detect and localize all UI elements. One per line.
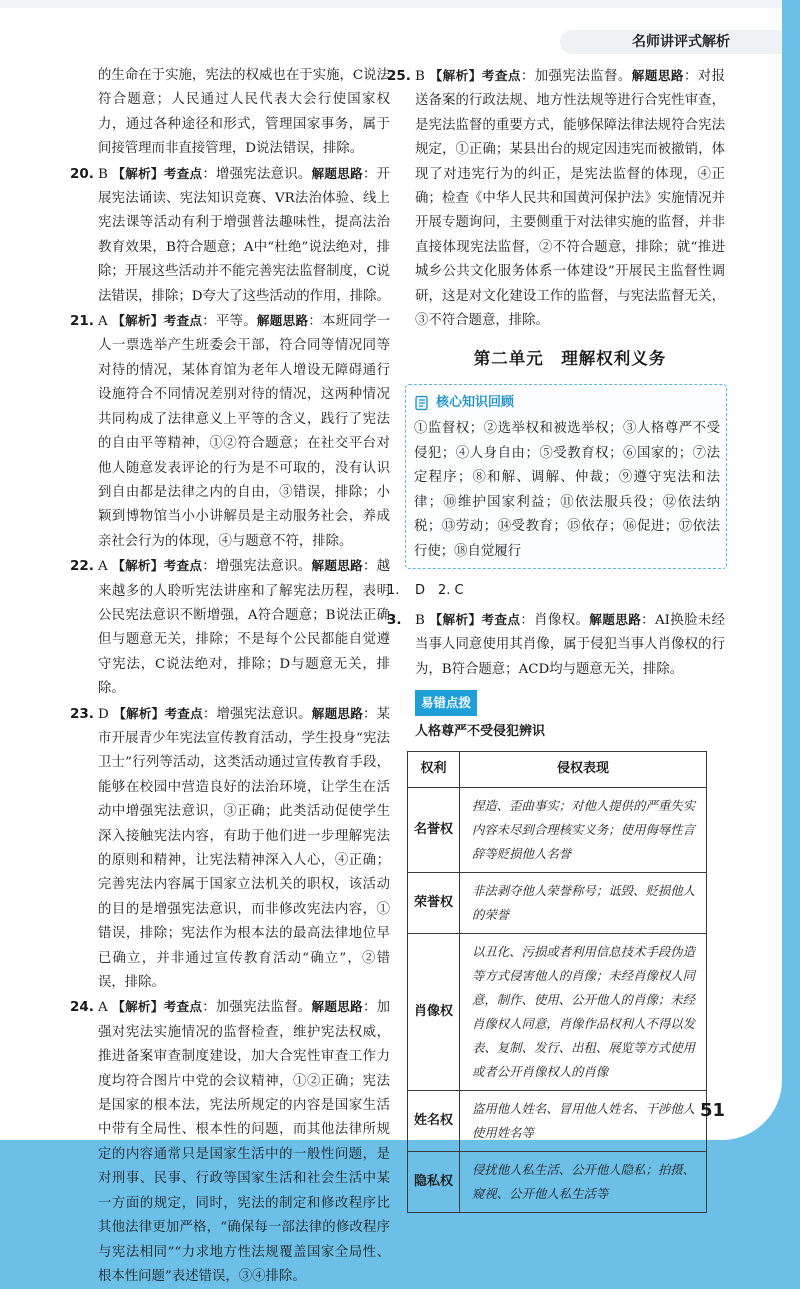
header-title: 名师讲评式解析 <box>560 30 782 54</box>
core-knowledge-header <box>414 391 720 415</box>
solution-text: ：对报送备案的行政法规、地方性法规等进行合宪性审查，是宪法监督的重要方式，能够保障法律法规符合宪法规定，①正确；某县出台的规定因违宪而被撤销，体现了对违宪行为的纠正，是宪法监督的体现，④正确；检查《中华人民共和国黄河保护法》实施情况并开展专题询问，主要侧重于对法律实施的监督，并非直接体现宪法监督，②不符合题意，排除；就“推进城乡公共文化服务体系一体建设”开展民主监督性调研，这是对文化建设工作的监督，与宪法监督无关，③不符合题意，排除。 <box>415 69 726 329</box>
exam-point: ：增强宪法意识。 <box>202 706 312 722</box>
rights-table <box>407 751 707 1213</box>
table-row <box>408 872 707 933</box>
question-23 <box>70 702 391 996</box>
error-tip-title: 人格尊严不受侵犯辨识 <box>415 724 546 740</box>
core-knowledge-text: ①监督权；②选举权和被选举权；③人格尊严不受侵犯；④人身自由；⑤受教育权；⑥国家的；⑦法定程序；⑧和解、调解、仲裁；⑨遵守宪法和法律；⑩维护国家利益；⑪依法服兵役；⑫依法纳税；⑬劳动；⑭受教育；⑮依存；⑯促进；⑰依法行使；⑱自觉履行 <box>414 421 720 559</box>
header-strip <box>0 0 782 8</box>
question-number: 21. <box>70 313 94 330</box>
solution-text: ：AI换脸未经当事人同意使用其肖像，属于侵犯当事人肖像权的行为，B符合题意；ACD均与题意无关，排除。 <box>415 612 726 677</box>
question-22 <box>70 554 391 701</box>
right-desc: 盗用他人姓名、冒用他人姓名、干涉他人使用姓名等 <box>460 1090 707 1151</box>
answer: A <box>98 314 108 330</box>
solution-text: ：开展宪法诵读、宪法知识竞赛、VR法治体验、线上宪法课等活动有利于增强普法趣味性，提高法治教育效果，B符合题意；A中“杜绝”说法绝对，排除；开展这些活动并不能完善宪法监督制度，C说法错误，排除；D夸大了这些活动的作用，排除。 <box>98 166 391 304</box>
solution-label: 解题思路 <box>311 165 363 181</box>
right-desc: 非法剥夺他人荣誉称号；诋毁、贬损他人的荣誉 <box>460 872 707 933</box>
right-name: 肖像权 <box>408 933 460 1090</box>
exam-point: ：肖像权。 <box>520 612 590 628</box>
question-20 <box>70 162 391 309</box>
answer: D <box>98 706 109 722</box>
core-knowledge-title: 核心知识回顾 <box>436 394 515 410</box>
core-knowledge-box <box>405 384 727 569</box>
right-desc: 侵扰他人私生活、公开他人隐私；拍摄、窥视、公开他人私生活等 <box>460 1151 707 1212</box>
question-3 <box>387 608 726 682</box>
solution-text: ：越来越多的人聆听宪法讲座和了解宪法历程，表明公民宪法意识不断增强，A符合题意；B说法正确但与题意无关，排除；不是每个公民都能自觉遵守宪法，C说法绝对，排除；D与题意无关，排除。 <box>98 559 391 697</box>
right-desc: 捏造、歪曲事实；对他人提供的严重失实内容未尽到合理核实义务；使用侮辱性言辞等贬损他人名誉 <box>460 787 707 872</box>
question-number: 23. <box>70 705 94 722</box>
analysis-label: 【解析】考查点 <box>112 313 203 329</box>
question-25 <box>387 64 726 333</box>
answer: B <box>415 612 425 628</box>
answer: A <box>98 1000 108 1016</box>
unit-title: 第二单元 理解权利义务 <box>473 349 667 369</box>
analysis-label: 【解析】考查点 <box>112 558 203 574</box>
question-21 <box>70 309 391 554</box>
exam-point: ：平等。 <box>202 314 257 330</box>
solution-text: ：加强对宪法实施情况的监督检查，维护宪法权威，推进备案审查制度建设，加大合宪性审查工作力度均符合图片中党的会议精神，①②正确；宪法是国家的根本法，宪法所规定的内容是国家生活中带有全局性、根本性的问题，而其他法律所规定的内容通常只是国家生活中的一般性问题，是对刑事、民事、行政等国家生活和社会生活中某一方面的规定，同时，宪法的制定和修改程序比其他法律更加严格，“确保每一部法律的修改程序与宪法相同”“力求地方性法规覆盖国家全局性、根本性问题”表述错误，③④排除。 <box>98 1000 391 1284</box>
table-row <box>408 933 707 1090</box>
solution-label: 解题思路 <box>311 558 363 574</box>
right-name: 隐私权 <box>408 1151 460 1212</box>
analysis-label: 【解析】考查点 <box>113 705 203 721</box>
notebook-icon <box>414 395 430 411</box>
solution-label: 解题思路 <box>256 313 309 329</box>
solution-text: ：某市开展青少年宪法宣传教育活动，学生投身“宪法卫士”行列等活动，这类活动通过宣传教育手段，能够在校园中营造良好的法治环境，让学生在活动中增强宪法意识，③正确；此类活动促使学生深入接触宪法内容，有助于他们进一步理解宪法的原则和精神，让宪法精神深入人心，④正确；完善宪法内容属于国家立法机关的职权，该活动的目的是增强宪法意识，而非修改宪法内容，①错误，排除；宪法作为根本法的最高法律地位早已确立，并非通过宣传教育活动“确立”，②错误，排除。 <box>98 706 391 991</box>
table-header: 权利 <box>408 751 460 787</box>
exam-point: ：增强宪法意识。 <box>202 559 312 575</box>
table-header: 侵权表现 <box>460 751 707 787</box>
table-row <box>408 1151 707 1212</box>
analysis-label: 【解析】考查点 <box>112 165 203 181</box>
exam-point: ：增强宪法意识。 <box>202 166 312 182</box>
analysis-label: 【解析】考查点 <box>112 999 203 1015</box>
question-number: 24. <box>70 999 94 1016</box>
question-number: 22. <box>70 558 94 575</box>
answers-text: D 2. C <box>415 583 464 599</box>
analysis-label: 【解析】考查点 <box>429 68 521 83</box>
solution-label: 解题思路 <box>589 611 642 627</box>
answer: A <box>98 559 108 575</box>
left-column <box>70 64 391 1289</box>
question-number: 20. <box>70 165 94 182</box>
table-row <box>408 1090 707 1151</box>
right-name: 姓名权 <box>408 1090 460 1151</box>
right-column <box>387 64 726 1213</box>
question-number: 3. <box>387 611 402 628</box>
right-name: 名誉权 <box>408 787 460 872</box>
error-tip-badge: 易错点拨 <box>415 690 477 716</box>
solution-text: ：本班同学一人一票选举产生班委会干部，符合同等情况同等对待的情况，某体育馆为老年人增设无障碍通行设施符合不同情况差别对待的情况，这两种情况共同构成了法律意义上平等的含义，践行了宪法的自由平等精神，①②符合题意；在社交平台对他人随意发表评论的行为是不可取的，没有认识到自由都是法律之内的自由，③错误，排除；小颖到博物馆当小小讲解员是主动服务社会，养成亲社会行为的体现，④与题意不符，排除。 <box>98 314 391 549</box>
question-24 <box>70 995 391 1289</box>
answer: B <box>98 166 108 182</box>
solution-label: 解题思路 <box>311 705 364 721</box>
right-desc: 以丑化、污损或者利用信息技术手段伪造等方式侵害他人的肖像；未经肖像权人同意，制作、使用、公开他人的肖像；未经肖像权人同意，肖像作品权利人不得以发表、复制、发行、出租、展览等方式使用或者公开肖像权人的肖像 <box>460 933 707 1090</box>
right-name: 荣誉权 <box>408 872 460 933</box>
solution-label: 解题思路 <box>631 68 684 83</box>
analysis-label: 【解析】考查点 <box>429 611 521 627</box>
exam-point: ：加强宪法监督。 <box>520 69 632 84</box>
table-row <box>408 787 707 872</box>
table-header-row <box>408 751 707 787</box>
answer: B <box>415 69 425 84</box>
page-number: 51 <box>700 1100 726 1121</box>
question-number: 25. <box>387 68 411 84</box>
answers-line <box>387 579 725 603</box>
exam-point: ：加强宪法监督。 <box>202 1000 312 1016</box>
continued-text: 的生命在于实施，宪法的权威也在于实施，C说法符合题意；人民通过人民代表大会行使国家权力，通过各种途径和形式，管理国家事务，属于间接管理而非直接管理，D说法错误，排除。 <box>98 68 390 157</box>
solution-label: 解题思路 <box>311 999 363 1015</box>
question-number: 1. <box>387 583 400 599</box>
